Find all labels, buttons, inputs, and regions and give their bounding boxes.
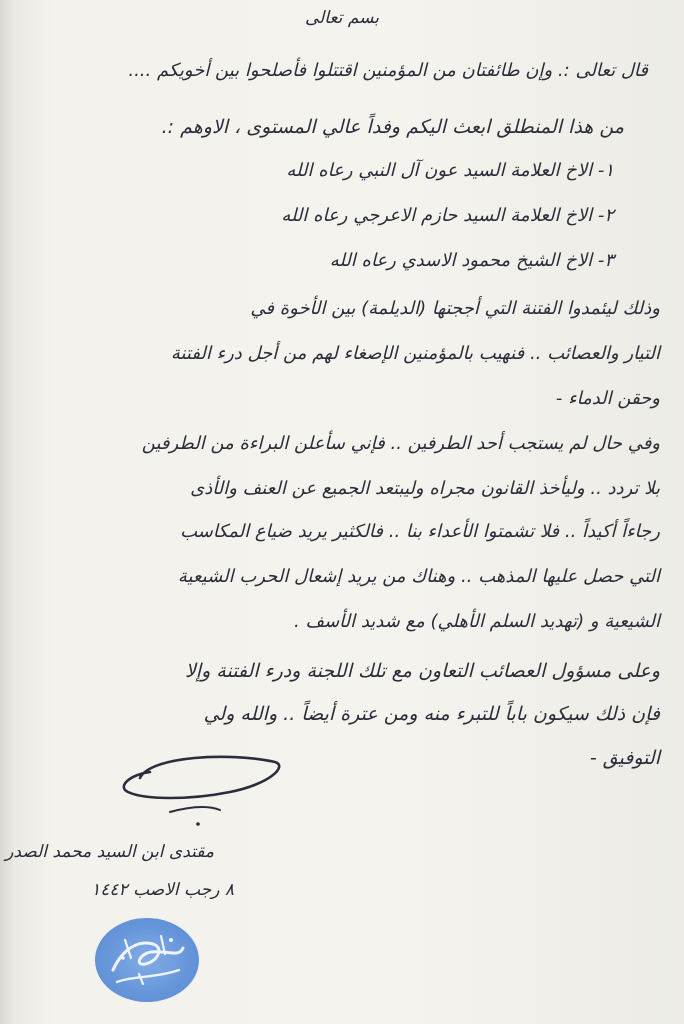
body-line: التي حصل عليها المذهب .. وهناك من يريد إشعال الحرب الشيعية	[177, 566, 660, 587]
body-line: رجاءاً أكيداً .. فلا تشمتوا الأعداء بنا .. فالكثير يريد ضياع المكاسب	[180, 521, 660, 542]
closing-line: وعلى مسؤول العصائب التعاون مع تلك اللجنة ودرء الفتنة وإلا	[184, 660, 660, 682]
delegation-intro-line: من هذا المنطلق ابعث اليكم وفداً عالي المستوى ، الاوهم :.	[161, 116, 624, 138]
closing-line: فإن ذلك سيكون باباً للتبرء منه ومن عترة أيضاً .. والله ولي	[203, 703, 660, 725]
signature-caption: مقتدى ابن السيد محمد الصدر	[5, 842, 214, 862]
body-line: وفي حال لم يستجب أحد الطرفين .. فإني سأعلن البراءة من الطرفين	[141, 433, 660, 454]
letter-header: بسم تعالى	[304, 8, 380, 28]
delegate-3: ٣- الاخ الشيخ محمود الاسدي رعاه الله	[329, 250, 614, 271]
body-line: الشيعية و (تهديد السلم الأهلي) مع شديد الأسف .	[294, 611, 660, 632]
body-line: وذلك ليئمدوا الفتنة التي أججتها (الديلمة) بين الأخوة في	[250, 298, 660, 319]
body-line: التيار والعصائب .. فنهيب بالمؤمنين الإصغاء لهم من أجل درء الفتنة	[170, 343, 660, 364]
delegate-1: ١- الاخ العلامة السيد عون آل النبي رعاه الله	[286, 160, 614, 181]
official-stamp	[95, 918, 199, 1002]
stamp-calligraphy-icon	[95, 918, 199, 1002]
delegate-2: ٢- الاخ العلامة السيد حازم الاعرجي رعاه الله	[281, 205, 614, 226]
handwritten-signature	[110, 748, 290, 838]
body-line: بلا تردد .. وليأخذ القانون مجراه وليبتعد الجميع عن العنف والأذى	[190, 478, 660, 499]
letter-date: ٨ رجب الاصب ١٤٤٢	[91, 880, 234, 900]
quran-quote-line: قال تعالى :. وإن طائفتان من المؤمنين اقتتلوا فأصلحوا بين أخويكم ....	[128, 60, 648, 81]
paper-edge-shadow	[0, 0, 14, 1024]
body-line: وحقن الدماء -	[555, 388, 660, 409]
closing-line: التوفيق -	[589, 747, 660, 769]
